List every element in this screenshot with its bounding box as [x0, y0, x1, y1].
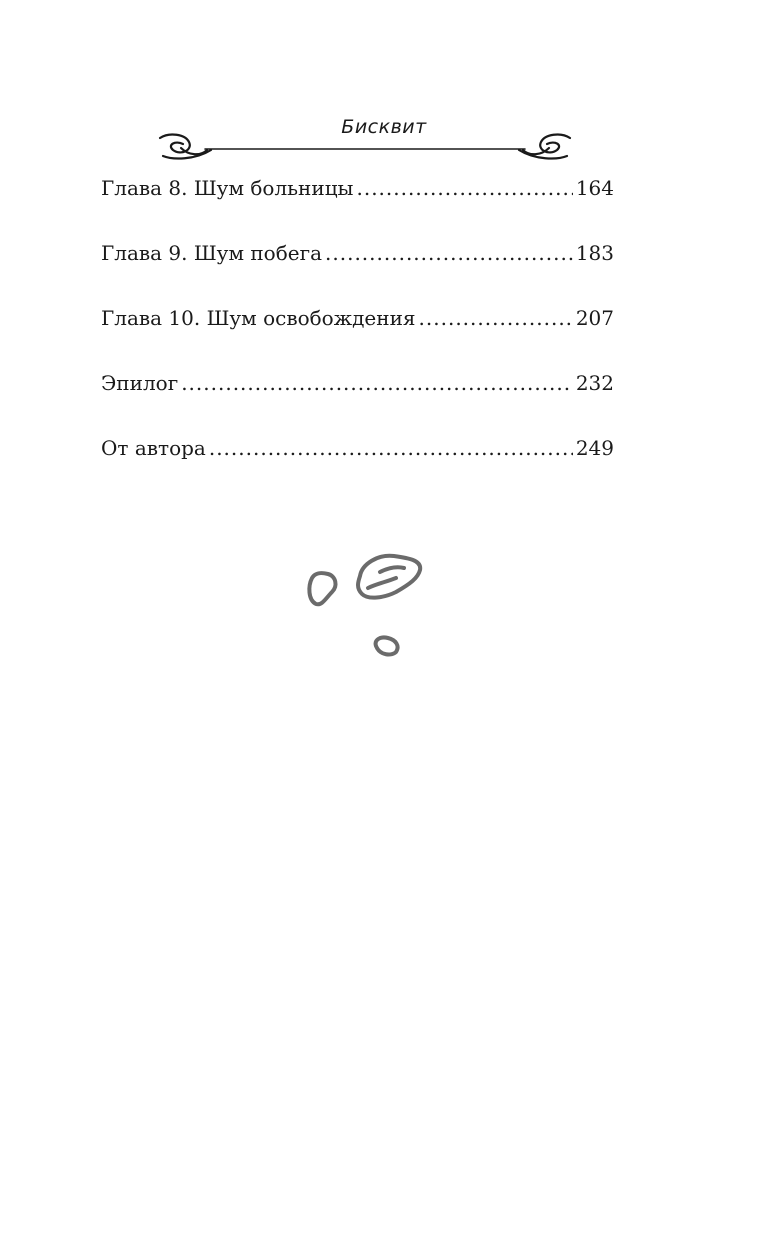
dot-leader — [325, 241, 573, 265]
toc-entry-page: 207 — [575, 306, 614, 330]
toc-entry-author-note — [101, 436, 614, 501]
toc-entry-epilogue — [101, 371, 614, 436]
toc-entry-title: От автора — [101, 436, 206, 460]
toc-entry-chapter-10 — [101, 306, 614, 371]
toc-entry-page: 232 — [575, 371, 614, 395]
table-of-contents — [101, 176, 614, 501]
toc-entry-title: Глава 9. Шум побега — [101, 241, 323, 265]
toc-entry-page: 183 — [575, 241, 614, 265]
toc-entry-chapter-8 — [101, 176, 614, 241]
crumbs-icon — [300, 548, 430, 668]
toc-entry-title: Глава 10. Шум освобождения — [101, 306, 416, 330]
dot-leader — [356, 176, 572, 200]
dot-leader — [181, 371, 573, 395]
toc-entry-title: Эпилог — [101, 371, 179, 395]
dot-leader — [209, 436, 573, 460]
dot-leader — [419, 306, 573, 330]
toc-entry-page: 249 — [575, 436, 614, 460]
swirl-rule-icon — [155, 130, 575, 170]
toc-entry-chapter-9 — [101, 241, 614, 306]
running-title: Бисквит — [341, 116, 427, 138]
toc-entry-page: 164 — [575, 176, 614, 200]
toc-entry-title: Глава 8. Шум больницы — [101, 176, 354, 200]
